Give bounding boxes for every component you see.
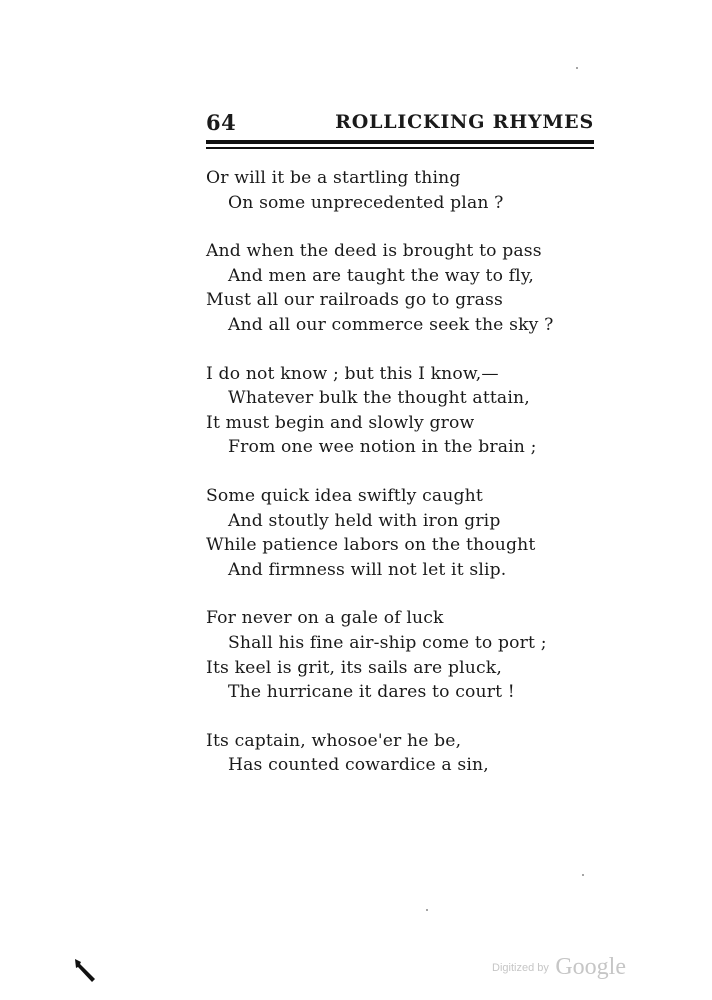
poem-line: And when the deed is brought to pass	[206, 241, 542, 262]
poem-line: And firmness will not let it slip.	[228, 559, 507, 580]
watermark-prefix: Digitized by	[492, 962, 549, 974]
poem-line: It must begin and slowly grow	[206, 412, 475, 433]
scan-speck	[582, 874, 584, 876]
poem-line: Some quick idea swiftly caught	[206, 485, 483, 506]
poem-line: And stoutly held with iron grip	[228, 510, 501, 531]
running-head: ROLLICKING RHYMES	[335, 111, 594, 133]
scan-speck	[426, 909, 428, 911]
poem-line: Its keel is grit, its sails are pluck,	[206, 657, 502, 678]
poem-line: Whatever bulk the thought attain,	[228, 388, 530, 409]
poem-line: And men are taught the way to fly,	[228, 265, 535, 286]
stanza	[206, 166, 606, 215]
stanza	[206, 362, 606, 460]
poem-line: Has counted cowardice a sin,	[228, 755, 489, 776]
poem-line: Must all our railroads go to grass	[206, 290, 503, 311]
header-rule-thick	[206, 140, 594, 144]
stanza	[206, 239, 606, 337]
poem-line: And all our commerce seek the sky ?	[228, 314, 554, 335]
poem-line: The hurricane it dares to court !	[228, 682, 515, 703]
stanza	[206, 606, 606, 704]
poem-line: Its captain, whosoe'er he be,	[206, 730, 462, 751]
page-number: 64	[206, 110, 237, 135]
digitized-watermark	[492, 954, 626, 981]
poem-line: For never on a gale of luck	[206, 608, 444, 629]
stanza	[206, 484, 606, 582]
page-corner-marker-icon	[72, 956, 100, 984]
header-rule-thin	[206, 147, 594, 149]
poem-line: Or will it be a startling thing	[206, 168, 461, 188]
stanza	[206, 729, 606, 778]
scan-speck	[576, 67, 578, 69]
poem-line: While patience labors on the thought	[206, 535, 536, 556]
poem-body	[206, 166, 606, 802]
poem-line: Shall his fine air-ship come to port ;	[228, 632, 547, 653]
watermark-brand: Google	[555, 954, 626, 980]
poem-line: From one wee notion in the brain ;	[228, 437, 537, 458]
poem-line: I do not know ; but this I know,—	[206, 363, 499, 384]
poem-line: On some unprecedented plan ?	[228, 192, 504, 213]
